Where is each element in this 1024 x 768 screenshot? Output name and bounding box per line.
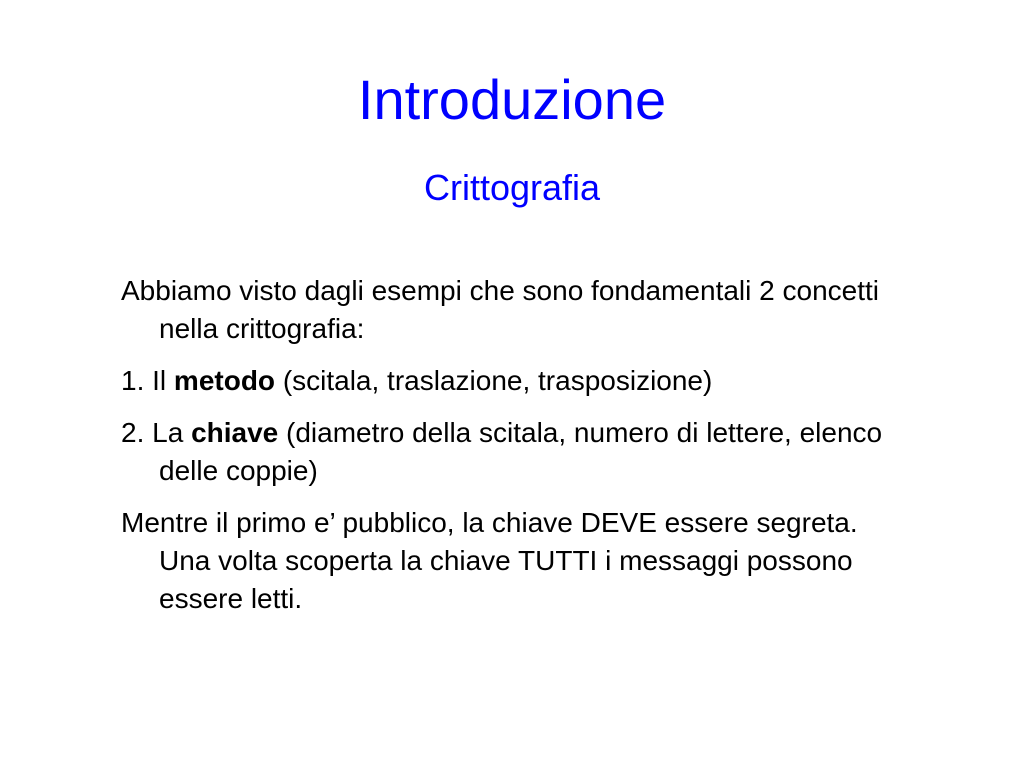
list-item-lead: La	[152, 417, 184, 448]
slide-title: Introduzione	[357, 68, 667, 131]
list-item-number: 2.	[121, 417, 145, 448]
list-item-detail: (diametro della scitala, numero di lettere, elenco delle coppie)	[159, 417, 883, 486]
slide-subtitle: Crittografia	[423, 167, 601, 208]
intro-paragraph: Abbiamo visto dagli esempi che sono fondamentali 2 concetti nella crittografia:	[121, 275, 879, 344]
list-item-method	[121, 362, 911, 400]
list-item-keyword: chiave	[191, 417, 279, 448]
list-item-key	[121, 414, 911, 490]
list-item-lead: Il	[152, 365, 167, 396]
slide-body	[121, 272, 911, 632]
list-item-detail: (scitala, traslazione, trasposizione)	[282, 365, 713, 396]
conclusion-paragraph: Mentre il primo e’ pubblico, la chiave DEVE essere segreta. Una volta scoperta la chiave TUTTI i messaggi possono essere letti.	[121, 507, 858, 614]
list-item-keyword: metodo	[173, 365, 276, 396]
list-item-number: 1.	[121, 365, 145, 396]
